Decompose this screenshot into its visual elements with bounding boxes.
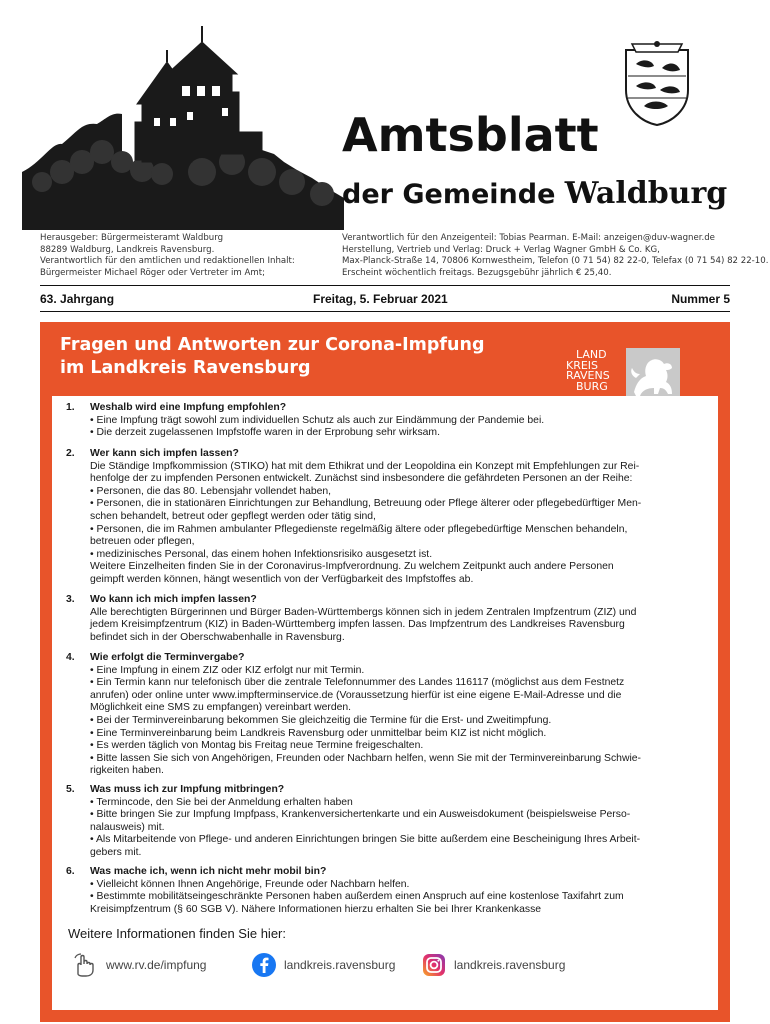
qa-number: 3. — [66, 594, 75, 605]
qa-number: 1. — [66, 402, 75, 413]
imprint-line: 88289 Waldburg, Landkreis Ravensburg. — [40, 244, 215, 255]
qa-line: Möglichkeit eine SMS zu empfangen) vereinbart werden. — [90, 702, 352, 714]
logo-line: LAND — [576, 348, 607, 361]
qa-line: • Personen, die in stationären Einrichtungen zur Behandlung, Betreuung oder Pflege älterer oder pflegebedürftiger Men- — [90, 498, 642, 510]
instagram-icon — [422, 953, 446, 977]
qa-number: 5. — [66, 784, 75, 795]
imprint-line: Verantwortlich für den amtlichen und redaktionellen Inhalt: — [40, 256, 295, 267]
qa-item — [66, 866, 706, 916]
qa-item — [66, 652, 706, 778]
qa-line: • Bei der Terminvereinbarung bekommen Sie gleichzeitig die Termine für die Erst- und Zweitimpfung. — [90, 714, 552, 726]
more-info-label: Weitere Informationen finden Sie hier: — [68, 926, 286, 941]
qa-line: schen behandelt, betreut oder gepflegt werden oder tätig sind, — [90, 510, 376, 522]
qa-line: anrufen) oder online unter www.impfterminservice.de (Voraussetzung hierfür ist eine eigene E-Mail-Adresse und die — [90, 689, 622, 701]
qa-line: • Bestimmte mobilitätseingeschränkte Personen haben außerdem einen Anspruch auf eine kostenlose Taxifahrt zum — [90, 891, 624, 903]
qa-line: Weitere Einzelheiten finden Sie in der Coronavirus-Impfverordnung. Zu welchem Zeitpunkt auch andere Personen — [90, 561, 614, 573]
article-body — [52, 396, 718, 1010]
issue-rule-bottom — [40, 311, 730, 312]
imprint-left — [40, 233, 330, 279]
imprint-line: Max-Planck-Straße 14, 70806 Kornwestheim, Telefon (0 71 54) 82 22-0, Telefax (0 71 54) 82 22-10. — [342, 256, 769, 267]
qa-line: • Die derzeit zugelassenen Impfstoffe waren in der Erprobung sehr wirksam. — [90, 427, 440, 439]
landkreis-logo-text — [566, 350, 626, 392]
page-title: Amtsblatt — [342, 108, 599, 162]
qa-line: • Es werden täglich von Montag bis Freitag neue Termine freigeschalten. — [90, 740, 424, 752]
link-instagram-text[interactable]: landkreis.ravensburg — [454, 958, 566, 972]
qa-item — [66, 402, 706, 440]
qa-line: • Vielleicht können Ihnen Angehörige, Freunde oder Nachbarn helfen. — [90, 878, 410, 890]
issue-date: Freitag, 5. Februar 2021 — [313, 292, 448, 306]
imprint-line: Herausgeber: Bürgermeisteramt Waldburg — [40, 233, 224, 243]
qa-question: Wo kann ich mich impfen lassen? — [90, 594, 257, 605]
qa-line: Die Ständige Impfkommission (STIKO) hat mit dem Ethikrat und der Leopoldina ein Konzept mit Empfehlungen zur Rei- — [90, 460, 640, 472]
logo-line: BURG — [576, 379, 608, 393]
qa-number: 2. — [66, 448, 75, 459]
imprint-line: Bürgermeister Michael Röger oder Vertreter im Amt; — [40, 267, 266, 278]
qa-line: • Eine Terminvereinbarung beim Landkreis Ravensburg oder unmittelbar beim KIZ ist nicht möglich. — [90, 727, 547, 739]
link-facebook-text[interactable]: landkreis.ravensburg — [284, 958, 396, 972]
qa-question: Wer kann sich impfen lassen? — [90, 448, 239, 459]
link-website-text[interactable]: www.rv.de/impfung — [106, 958, 207, 972]
article-title — [60, 334, 484, 380]
qa-line: • Ein Termin kann nur telefonisch über die zentrale Telefonnummer des Landes 116117 (möglichst aus dem Festnetz — [90, 677, 625, 689]
qa-line: betreuen oder pflegen, — [90, 536, 195, 548]
logo-line: RAVENS — [566, 369, 610, 382]
facebook-icon — [252, 953, 276, 977]
info-links — [72, 950, 692, 980]
qa-line: jedem Kreisimpfzentrum (KIZ) in Baden-Württemberg impfen lassen. Das Impfzentrum des Landkreises Ravensburg — [90, 619, 625, 631]
article-title-line: Fragen und Antworten zur Corona-Impfung — [60, 335, 485, 355]
qa-item — [66, 448, 706, 587]
castle-illustration — [22, 22, 344, 230]
issue-volume: 63. Jahrgang — [40, 292, 115, 306]
qa-line: • Eine Impfung trägt sowohl zum individuellen Schutz als auch zur Eindämmung der Pandemie bei. — [90, 414, 545, 426]
qa-line: gebers mit. — [90, 846, 142, 858]
qa-line: • Personen, die das 80. Lebensjahr vollendet haben, — [90, 485, 332, 497]
imprint-right — [342, 233, 769, 279]
qa-question: Wie erfolgt die Terminvergabe? — [90, 652, 245, 663]
qa-line: • Eine Impfung in einem ZIZ oder KIZ erfolgt nur mit Termin. — [90, 664, 365, 676]
qa-line: • Als Mitarbeitende von Pflege- und anderen Einrichtungen bringen Sie bitte außerdem eine Bescheinigung Ihres Arbeit- — [90, 834, 641, 846]
qa-line: • medizinisches Personal, das einem hohen Infektionsrisiko ausgesetzt ist. — [90, 548, 433, 560]
qa-line: • Bitte lassen Sie sich von Angehörigen, Freunden oder Nachbarn helfen, wenn Sie mit der Terminvereinbarung Schwie- — [90, 752, 641, 764]
qa-question: Was muss ich zur Impfung mitbringen? — [90, 784, 285, 795]
qa-line: henfolge der zu impfenden Personen entwickelt. Zunächst sind insbesondere die gefährdeten Personen an der Reihe: — [90, 473, 633, 485]
subtitle-prefix: der Gemeinde — [342, 179, 556, 210]
qa-line: • Termincode, den Sie bei der Anmeldung erhalten haben — [90, 796, 353, 808]
coat-of-arms-icon — [622, 40, 692, 126]
issue-number: Nummer 5 — [671, 292, 730, 306]
imprint-line: Verantwortlich für den Anzeigenteil: Tobias Pearman. E-Mail: anzeigen@duv-wagner.de — [342, 233, 715, 243]
link-facebook[interactable] — [252, 950, 395, 980]
imprint-line: Erscheint wöchentlich freitags. Bezugsgebühr jährlich € 25,40. — [342, 267, 612, 278]
link-website[interactable] — [72, 950, 206, 980]
qa-line: Alle berechtigten Bürgerinnen und Bürger Baden-Württembergs können sich in jedem Zentralen Impfzentrum (ZIZ) und — [90, 606, 637, 618]
issue-rule-top — [40, 285, 730, 286]
qa-number: 4. — [66, 652, 75, 663]
qa-item — [66, 784, 706, 860]
qa-line: nalausweis) mit. — [90, 821, 165, 833]
qa-line: befindet sich in der Oberschwabenhalle in Ravensburg. — [90, 631, 345, 643]
qa-question: Was mache ich, wenn ich nicht mehr mobil bin? — [90, 866, 327, 877]
logo-line: KREIS — [566, 358, 599, 372]
qa-line: • Bitte bringen Sie zur Impfung Impfpass, Krankenversichertenkarte und ein Ausweisdokument (beispielsweise Perso- — [90, 809, 631, 821]
pointing-hand-icon — [72, 952, 98, 978]
page-subtitle — [342, 176, 727, 211]
imprint-line: Herstellung, Vertrieb und Verlag: Druck + Verlag Wagner GmbH & Co. KG, — [342, 244, 660, 255]
article-panel — [40, 322, 730, 1022]
qa-item — [66, 594, 706, 644]
qa-line: • Personen, die im Rahmen ambulanter Pflegedienste regelmäßig ältere oder pflegebedürftige Menschen behandeln, — [90, 523, 628, 535]
qa-number: 6. — [66, 866, 75, 877]
qa-line: rigkeiten haben. — [90, 765, 164, 777]
qa-line: Kreisimpfzentrum (§ 60 SGB V). Nähere Informationen hierzu erhalten Sie bei Ihrer Krankenkasse — [90, 903, 542, 915]
qa-question: Weshalb wird eine Impfung empfohlen? — [90, 402, 287, 413]
subtitle-name: Waldburg — [564, 176, 728, 211]
article-title-line: im Landkreis Ravensburg — [60, 358, 311, 378]
qa-line: geimpft werden können, hängt wesentlich von der Verfügbarkeit des Impfstoffes ab. — [90, 573, 474, 585]
link-instagram[interactable] — [422, 950, 565, 980]
